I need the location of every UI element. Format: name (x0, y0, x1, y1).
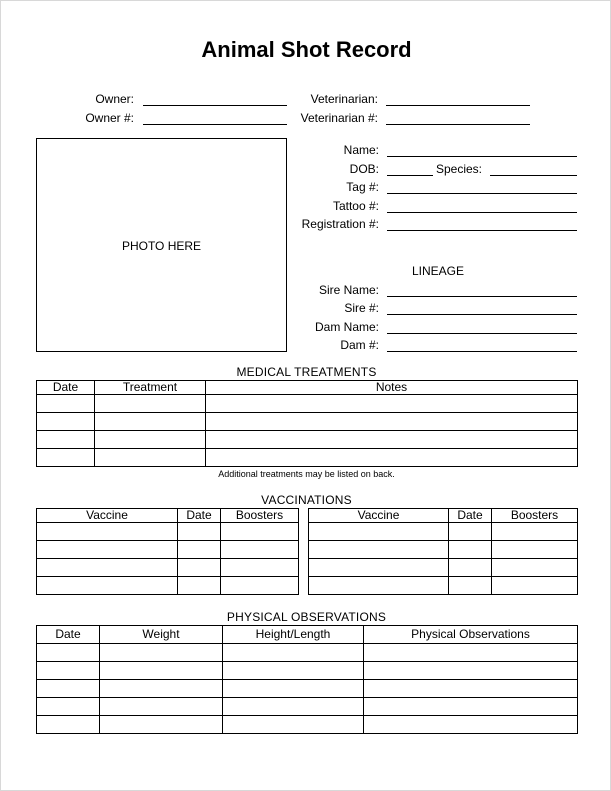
table-cell[interactable] (178, 559, 221, 577)
table-row (309, 523, 578, 541)
table-row (37, 449, 578, 467)
table-row (37, 577, 299, 595)
table-cell[interactable] (449, 523, 492, 541)
table-cell[interactable] (492, 523, 578, 541)
tag-field[interactable] (387, 193, 577, 194)
table-header-row (37, 381, 578, 395)
table-row (37, 680, 578, 698)
table-cell[interactable] (100, 698, 223, 716)
photo-placeholder: PHOTO HERE (121, 239, 202, 253)
table-cell[interactable] (449, 559, 492, 577)
veterinarian-number-label: Veterinarian #: (300, 111, 378, 125)
tattoo-field[interactable] (387, 212, 577, 213)
table-header-row (309, 509, 578, 523)
table-cell[interactable] (178, 577, 221, 595)
table-cell[interactable] (37, 395, 95, 413)
table-cell[interactable] (309, 577, 449, 595)
table-cell[interactable] (95, 431, 206, 449)
table-cell[interactable] (37, 698, 100, 716)
dam-name-field[interactable] (387, 333, 577, 334)
species-field[interactable] (490, 175, 577, 176)
table-cell[interactable] (206, 449, 578, 467)
table-cell[interactable] (37, 577, 178, 595)
column-header: Date (178, 509, 221, 523)
table-cell[interactable] (206, 395, 578, 413)
table-cell[interactable] (100, 662, 223, 680)
table-row (37, 413, 578, 431)
dam-name-label: Dam Name: (314, 320, 379, 334)
table-cell[interactable] (223, 662, 364, 680)
name-label: Name: (343, 143, 379, 157)
table-cell[interactable] (492, 541, 578, 559)
table-row (37, 662, 578, 680)
table-cell[interactable] (95, 449, 206, 467)
table-cell[interactable] (364, 680, 578, 698)
table-cell[interactable] (364, 662, 578, 680)
table-cell[interactable] (221, 577, 299, 595)
table-cell[interactable] (223, 698, 364, 716)
table-row (37, 431, 578, 449)
dam-number-field[interactable] (387, 351, 577, 352)
table-cell[interactable] (37, 662, 100, 680)
table-cell[interactable] (178, 523, 221, 541)
table-cell[interactable] (221, 559, 299, 577)
table-cell[interactable] (492, 559, 578, 577)
column-header: Boosters (221, 509, 299, 523)
table-cell[interactable] (364, 698, 578, 716)
sire-number-label: Sire #: (344, 301, 379, 315)
veterinarian-number-field[interactable] (386, 124, 530, 125)
table-cell[interactable] (37, 716, 100, 734)
table-cell[interactable] (309, 559, 449, 577)
owner-field[interactable] (143, 105, 287, 106)
sire-number-field[interactable] (387, 314, 577, 315)
table-cell[interactable] (364, 716, 578, 734)
photo-box[interactable] (36, 138, 287, 352)
table-row (37, 698, 578, 716)
registration-label: Registration #: (301, 217, 379, 231)
table-cell[interactable] (364, 644, 578, 662)
lineage-heading: LINEAGE (412, 264, 465, 278)
tattoo-label: Tattoo #: (332, 199, 379, 213)
table-cell[interactable] (37, 644, 100, 662)
table-cell[interactable] (449, 541, 492, 559)
table-cell[interactable] (37, 541, 178, 559)
table-cell[interactable] (95, 395, 206, 413)
table-cell[interactable] (37, 431, 95, 449)
table-cell[interactable] (100, 644, 223, 662)
medical-treatments-table (36, 380, 578, 467)
vaccinations-table-right (308, 508, 578, 595)
table-cell[interactable] (221, 523, 299, 541)
table-row (37, 523, 299, 541)
table-cell[interactable] (223, 644, 364, 662)
table-row (309, 541, 578, 559)
physical-observations-heading: PHYSICAL OBSERVATIONS (226, 610, 387, 624)
table-cell[interactable] (178, 541, 221, 559)
table-cell[interactable] (37, 680, 100, 698)
column-header: Height/Length (223, 626, 364, 644)
vaccinations-table-left (36, 508, 299, 595)
table-cell[interactable] (223, 716, 364, 734)
table-cell[interactable] (309, 541, 449, 559)
column-header: Vaccine (309, 509, 449, 523)
table-cell[interactable] (100, 716, 223, 734)
column-header: Date (37, 381, 95, 395)
table-row (309, 577, 578, 595)
dob-field[interactable] (387, 175, 433, 176)
table-cell[interactable] (221, 541, 299, 559)
column-header: Treatment (95, 381, 206, 395)
column-header: Weight (100, 626, 223, 644)
table-cell[interactable] (223, 680, 364, 698)
table-cell[interactable] (206, 431, 578, 449)
table-row (37, 559, 299, 577)
table-cell[interactable] (309, 523, 449, 541)
table-cell[interactable] (37, 413, 95, 431)
table-cell[interactable] (206, 413, 578, 431)
table-cell[interactable] (100, 680, 223, 698)
owner-label: Owner: (95, 92, 134, 106)
column-header: Date (37, 626, 100, 644)
table-cell[interactable] (95, 413, 206, 431)
tag-label: Tag #: (346, 180, 379, 194)
sire-name-field[interactable] (387, 296, 577, 297)
table-header-row (37, 509, 299, 523)
column-header: Notes (206, 381, 578, 395)
table-cell[interactable] (37, 449, 95, 467)
table-cell[interactable] (37, 523, 178, 541)
form-title: Animal Shot Record (201, 37, 412, 62)
dob-label: DOB: (349, 162, 379, 176)
veterinarian-label: Veterinarian: (310, 92, 378, 106)
owner-number-field[interactable] (143, 124, 287, 125)
column-header: Boosters (492, 509, 578, 523)
medical-treatments-heading: MEDICAL TREATMENTS (236, 365, 377, 379)
dam-number-label: Dam #: (340, 338, 379, 352)
treatments-note: Additional treatments may be listed on back. (218, 469, 395, 479)
table-cell[interactable] (37, 559, 178, 577)
name-field[interactable] (387, 156, 577, 157)
table-cell[interactable] (492, 577, 578, 595)
column-header: Date (449, 509, 492, 523)
table-row (37, 716, 578, 734)
table-row (37, 644, 578, 662)
sire-name-label: Sire Name: (318, 283, 379, 297)
table-row (37, 541, 299, 559)
column-header: Vaccine (37, 509, 178, 523)
physical-observations-table (36, 625, 578, 734)
table-row (37, 395, 578, 413)
table-cell[interactable] (449, 577, 492, 595)
vaccinations-heading: VACCINATIONS (261, 493, 352, 507)
owner-number-label: Owner #: (85, 111, 134, 125)
registration-field[interactable] (387, 230, 577, 231)
table-header-row (37, 626, 578, 644)
column-header: Physical Observations (364, 626, 578, 644)
table-row (309, 559, 578, 577)
species-label: Species: (435, 162, 482, 176)
veterinarian-field[interactable] (386, 105, 530, 106)
